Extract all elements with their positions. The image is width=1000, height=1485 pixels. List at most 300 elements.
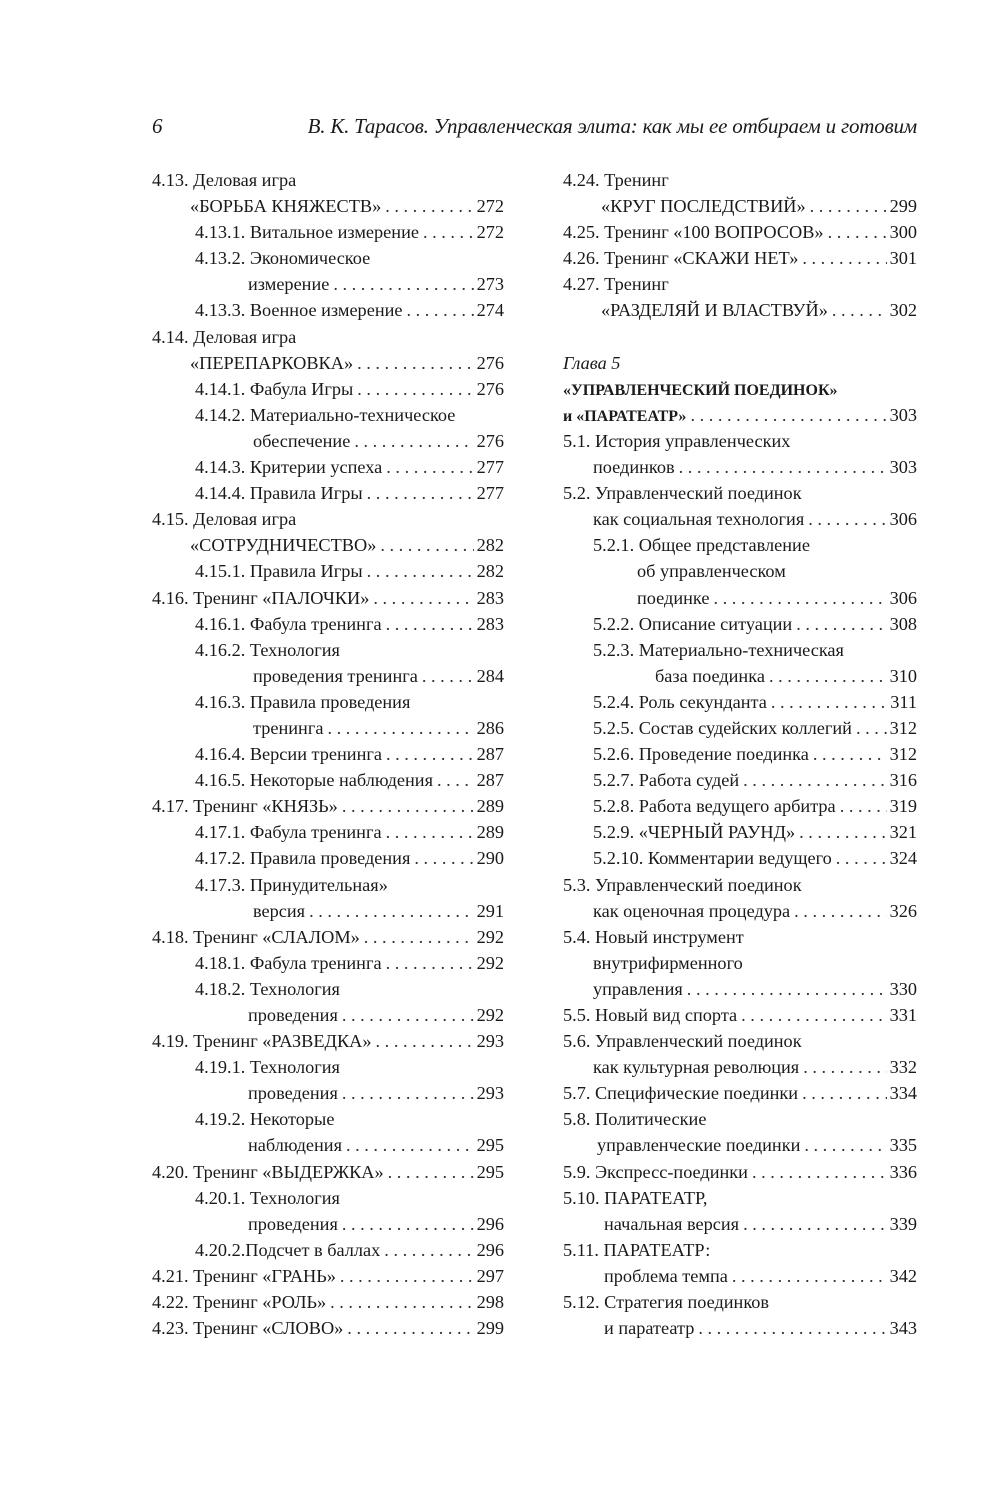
dot-leader (741, 1002, 886, 1028)
toc-entry (152, 819, 504, 845)
toc-entry-title: 5.12. Стратегия поединков (563, 1292, 770, 1313)
toc-entry (563, 1211, 917, 1237)
toc-entry (152, 219, 504, 245)
toc-page-number: 289 (476, 796, 504, 817)
dot-leader (813, 741, 887, 767)
toc-page-number: 326 (889, 900, 917, 921)
toc-entry (152, 767, 504, 793)
toc-page-number: 284 (476, 665, 504, 686)
toc-entry (563, 898, 917, 924)
toc-entry (152, 1315, 504, 1341)
toc-entry (563, 1002, 917, 1028)
toc-page-number: 297 (476, 1265, 504, 1286)
toc-entry-title: 5.11. ПАРАТЕАТР: (563, 1239, 711, 1260)
toc-entry-title: поединке (637, 587, 710, 608)
dot-leader (364, 924, 474, 950)
toc-entry-title: 4.17.3. Принудительная» (195, 874, 388, 895)
toc-entry-title: «УПРАВЛЕНЧЕСКИЙ ПОЕДИНОК» (563, 381, 838, 399)
toc-entry (152, 402, 504, 428)
toc-entry (563, 1263, 917, 1289)
toc-entry-title: как культурная революция (593, 1057, 800, 1078)
toc-entry-title: 4.13.1. Витальное измерение (195, 222, 419, 243)
toc-entry (563, 1185, 917, 1211)
dot-leader (346, 1132, 474, 1158)
toc-entry-title: 5.2.9. «ЧЕРНЫЙ РАУНД» (593, 822, 796, 843)
toc-page-number: 302 (889, 300, 917, 321)
toc-entry-title: 4.17.1. Фабула тренинга (195, 822, 382, 843)
dot-leader (354, 428, 473, 454)
toc-entry-title: 4.20. Тренинг «ВЫДЕРЖКА» (152, 1161, 384, 1182)
toc-entry-title: 5.2.4. Роль секунданта (593, 691, 767, 712)
toc-left-column (152, 167, 504, 1341)
toc-entry (152, 872, 504, 898)
toc-entry (152, 324, 504, 350)
toc-page-number: 272 (476, 222, 504, 243)
toc-entry-title: 4.16.3. Правила проведения (195, 691, 411, 712)
toc-page-number: 293 (476, 1083, 504, 1104)
toc-page-number: 324 (889, 848, 917, 869)
toc-page-number: 277 (476, 457, 504, 478)
toc-entry (563, 637, 917, 663)
toc-entry (563, 532, 917, 558)
toc-page-number: 292 (476, 926, 504, 947)
dot-leader (342, 1080, 474, 1106)
toc-entry (563, 1315, 917, 1341)
dot-leader (333, 271, 473, 297)
toc-entry (152, 1159, 504, 1185)
toc-entry (152, 741, 504, 767)
toc-entry-title: 4.13. Деловая игра (152, 170, 297, 190)
toc-page-number: 310 (889, 665, 917, 686)
dot-leader (357, 350, 473, 376)
toc-entry (152, 1263, 504, 1289)
toc-page-number: 292 (476, 952, 504, 973)
toc-entry-title: 4.14.2. Материально-техническое (195, 404, 456, 425)
dot-leader (437, 767, 474, 793)
toc-entry-title: «ПЕРЕПАРКОВКА» (190, 352, 354, 373)
toc-page-number: 289 (476, 822, 504, 843)
toc-page-number: 296 (476, 1213, 504, 1234)
toc-entry-title: 5.2.8. Работа ведущего арбитра (593, 796, 836, 817)
toc-page-number: 296 (476, 1239, 504, 1260)
toc-entry-title: обеспечение (253, 430, 351, 451)
toc-entry-title: 5.5. Новый вид спорта (563, 1005, 738, 1025)
toc-entry-title: 4.19. Тренинг «РАЗВЕДКА» (152, 1031, 372, 1052)
toc-entry-title: 5.8. Политические (563, 1109, 707, 1130)
dot-leader (803, 1054, 886, 1080)
toc-entry-title: как социальная технология (593, 509, 805, 530)
toc-entry-title: 4.19.1. Технология (195, 1057, 340, 1078)
toc-chapter-title (563, 376, 917, 402)
toc-entry-title: 4.17.2. Правила проведения (195, 848, 411, 869)
toc-entry-title: 5.2.3. Материально-техническая (593, 639, 844, 660)
dot-leader (330, 1289, 473, 1315)
toc-entry (563, 193, 917, 219)
toc-page-number: 286 (476, 717, 504, 738)
toc-entry-title: 4.14.1. Фабула Игры (195, 378, 354, 399)
toc-entry (152, 1211, 504, 1237)
toc-entry (152, 480, 504, 506)
dot-leader (679, 454, 887, 480)
toc-entry (563, 1237, 917, 1263)
toc-chapter-heading (563, 350, 917, 376)
dot-leader (367, 558, 474, 584)
toc-page-number: 308 (889, 613, 917, 634)
dot-leader (840, 793, 887, 819)
toc-entry (152, 193, 504, 219)
dot-leader (796, 611, 886, 637)
toc-entry-title: 5.1. История управленческих (563, 430, 791, 451)
toc-entry (563, 611, 917, 637)
dot-leader (769, 663, 887, 689)
toc-entry (563, 767, 917, 793)
dot-leader (794, 898, 886, 924)
toc-page-number: 283 (476, 587, 504, 608)
toc-entry-title: 4.25. Тренинг «100 ВОПРОСОВ» (563, 222, 824, 243)
dot-leader (804, 1132, 886, 1158)
toc-entry-title: 5.10. ПАРАТЕАТР, (563, 1187, 708, 1208)
toc-entry-title: 5.2.6. Проведение поединка (593, 744, 809, 765)
dot-leader (309, 898, 473, 924)
toc-entry-title: 5.2.1. Общее представление (593, 535, 810, 556)
toc-entry (152, 167, 504, 193)
dot-leader (327, 715, 473, 741)
dot-leader (414, 845, 473, 871)
toc-page-number: 321 (889, 822, 917, 843)
toc-entry (152, 1237, 504, 1263)
dot-leader (407, 297, 474, 323)
toc-page-number: 277 (476, 483, 504, 504)
toc-entry (563, 454, 917, 480)
toc-page-number: 293 (476, 1031, 504, 1052)
toc-page-number: 303 (889, 457, 917, 478)
toc-entry (152, 1106, 504, 1132)
toc-page-number: 299 (476, 1318, 504, 1339)
dot-leader (386, 819, 474, 845)
toc-entry-title: и паратеатр (604, 1318, 695, 1339)
toc-entry-title: 5.9. Экспресс-поединки (563, 1161, 748, 1182)
toc-entry (152, 297, 504, 323)
dot-leader (771, 689, 887, 715)
toc-page-number: 311 (890, 691, 917, 712)
toc-page-number: 303 (889, 404, 917, 425)
dot-leader (732, 1263, 887, 1289)
dot-leader (386, 611, 474, 637)
toc-entry-title: проблема темпа (604, 1265, 728, 1286)
toc-entry (563, 480, 917, 506)
dot-leader (687, 976, 887, 1002)
dot-leader (367, 480, 474, 506)
toc-entry (152, 663, 504, 689)
toc-entry (152, 950, 504, 976)
toc-entry-title: «БОРЬБА КНЯЖЕСТВ» (190, 196, 382, 217)
toc-entry (563, 663, 917, 689)
toc-entry-title: тренинга (253, 717, 324, 738)
dot-leader (810, 193, 887, 219)
toc-entry (152, 898, 504, 924)
toc-entry-title: проведения (248, 1083, 338, 1104)
toc-entry (563, 558, 917, 584)
toc-entry (563, 1028, 917, 1054)
toc-entry (563, 976, 917, 1002)
toc-entry (152, 845, 504, 871)
page-header (152, 114, 917, 144)
toc-page-number: 331 (889, 1005, 917, 1025)
toc-entry-title: 5.2.2. Описание ситуации (593, 613, 793, 634)
toc-entry-title: 4.17. Тренинг «КНЯЗЬ» (152, 796, 338, 817)
toc-entry (152, 1054, 504, 1080)
dot-leader (388, 1159, 474, 1185)
toc-page-number: 339 (889, 1213, 917, 1234)
toc-entry-title: 5.3. Управленческий поединок (563, 874, 802, 895)
dot-leader (832, 297, 887, 323)
toc-entry-title: база поединка (655, 665, 765, 686)
toc-entry-title: 5.2.7. Работа судей (593, 770, 740, 791)
toc-entry-title: 4.13.2. Экономическое (195, 248, 371, 269)
toc-entry (563, 872, 917, 898)
toc-page-number: 299 (889, 196, 917, 217)
toc-entry-title: 4.18.1. Фабула тренинга (195, 952, 382, 973)
dot-leader (386, 741, 474, 767)
dot-leader (423, 219, 474, 245)
toc-entry-title: Глава 5 (563, 352, 621, 373)
toc-entry (152, 245, 504, 271)
dot-leader (384, 1237, 473, 1263)
toc-entry (152, 715, 504, 741)
toc-entry-title: управления (593, 978, 683, 999)
toc-entry (563, 428, 917, 454)
dot-leader (373, 585, 473, 611)
toc-entry-title: 4.16.4. Версии тренинга (195, 744, 382, 765)
toc-entry (563, 950, 917, 976)
toc-entry-title: «РАЗДЕЛЯЙ И ВЛАСТВУЙ» (601, 300, 828, 321)
dot-leader (698, 1315, 886, 1341)
dot-leader (713, 585, 886, 611)
dot-leader (342, 793, 474, 819)
toc-entry-title: 4.13.3. Военное измерение (195, 300, 403, 321)
dot-leader (347, 1315, 473, 1341)
toc-entry (152, 1185, 504, 1211)
running-head: В. К. Тарасов. Управленческая элита: как мы ее отбираем и готовим (307, 114, 917, 138)
toc-entry (563, 924, 917, 950)
dot-leader (380, 532, 473, 558)
dot-leader (828, 219, 887, 245)
toc-entry (563, 271, 917, 297)
toc-entry-title: об управленческом (637, 561, 786, 582)
dot-leader (802, 1080, 887, 1106)
toc-entry (563, 167, 917, 193)
dot-leader (690, 402, 886, 428)
toc-entry (152, 271, 504, 297)
toc-page-number: 287 (476, 744, 504, 765)
toc-page-number: 336 (889, 1161, 917, 1182)
toc-entry-title: «КРУГ ПОСЛЕДСТВИЙ» (601, 196, 806, 217)
dot-leader (342, 1211, 474, 1237)
toc-spacer (563, 324, 917, 350)
toc-entry (563, 1080, 917, 1106)
toc-page-number: 295 (476, 1161, 504, 1182)
toc-page-number: 332 (889, 1057, 917, 1078)
toc-entry-title: 4.19.2. Некоторые (195, 1109, 335, 1130)
toc-page-number: 312 (889, 717, 917, 738)
toc-entry (563, 689, 917, 715)
toc-page-number: 282 (476, 535, 504, 556)
toc-entry-title: проведения тренинга (253, 665, 418, 686)
toc-entry-title: 5.4. Новый инструмент (563, 926, 744, 947)
toc-page-number: 276 (476, 378, 504, 399)
toc-right-column (563, 167, 917, 1341)
toc-entry-title: 4.18. Тренинг «СЛАЛОМ» (152, 926, 360, 947)
toc-entry-title: 5.2.5. Состав судейских коллегий (593, 717, 852, 738)
toc-entry (563, 1106, 917, 1132)
toc-entry-title: «СОТРУДНИЧЕСТВО» (190, 535, 377, 556)
toc-entry (152, 976, 504, 1002)
toc-entry-title: проведения (248, 1213, 338, 1234)
toc-entry-title: 4.16.2. Технология (195, 639, 340, 660)
toc-entry-title: 5.7. Специфические поединки (563, 1083, 799, 1104)
toc-entry-title: 4.16.5. Некоторые наблюдения (195, 770, 433, 791)
toc-page-number: 287 (476, 770, 504, 791)
toc-entry (152, 1028, 504, 1054)
toc-entry (152, 1132, 504, 1158)
toc-page-number: 330 (889, 978, 917, 999)
toc-entry (563, 715, 917, 741)
dot-leader (856, 715, 887, 741)
toc-page-number: 342 (889, 1265, 917, 1286)
toc-entry (563, 245, 917, 271)
toc-page-number: 274 (476, 300, 504, 321)
toc-entry (563, 585, 917, 611)
toc-entry (152, 637, 504, 663)
toc-entry-title: 5.6. Управленческий поединок (563, 1031, 802, 1052)
toc-entry (152, 532, 504, 558)
toc-entry (563, 1054, 917, 1080)
page-number: 6 (152, 114, 163, 138)
dot-leader (357, 376, 473, 402)
dot-leader (385, 193, 473, 219)
toc-page-number: 306 (889, 587, 917, 608)
toc-entry-title: наблюдения (248, 1135, 342, 1156)
toc-entry (563, 1159, 917, 1185)
toc-entry (152, 558, 504, 584)
toc-entry (152, 428, 504, 454)
toc-page-number: 276 (476, 430, 504, 451)
toc-entry (152, 924, 504, 950)
toc-entry (152, 689, 504, 715)
toc-entry (152, 1289, 504, 1315)
toc-entry-title: 4.14.4. Правила Игры (195, 483, 363, 504)
toc-entry-title: 4.14. Деловая игра (152, 326, 297, 347)
toc-entry (563, 793, 917, 819)
toc-page-number: 283 (476, 613, 504, 634)
toc-entry-title: внутрифирменного (593, 952, 743, 973)
toc-entry-title: поединков (593, 457, 675, 478)
toc-entry-title: 4.26. Тренинг «СКАЖИ НЕТ» (563, 248, 799, 269)
dot-leader (340, 1263, 474, 1289)
toc-page-number: 343 (889, 1318, 917, 1339)
toc-entry-title: 4.23. Тренинг «СЛОВО» (152, 1318, 344, 1339)
toc-entry-title: 4.20.2.Подсчет в баллах (195, 1239, 381, 1260)
toc-page-number: 291 (476, 900, 504, 921)
toc-entry-title: 5.2. Управленческий поединок (563, 483, 802, 504)
dot-leader (743, 1211, 887, 1237)
toc-page-number: 306 (889, 509, 917, 530)
toc-entry-title: 4.18.2. Технология (195, 978, 340, 999)
toc-entry (563, 506, 917, 532)
toc-entry-title: 4.20.1. Технология (195, 1187, 340, 1208)
dot-leader (799, 819, 886, 845)
toc-entry-title: 4.15.1. Правила Игры (195, 561, 363, 582)
toc-page-number: 276 (476, 352, 504, 373)
toc-entry (563, 1132, 917, 1158)
toc-page-number: 335 (889, 1135, 917, 1156)
toc-entry (563, 297, 917, 323)
toc-page-number: 334 (889, 1083, 917, 1104)
toc-entry (563, 845, 917, 871)
dot-leader (422, 663, 474, 689)
toc-entry (152, 611, 504, 637)
toc-entry (152, 1080, 504, 1106)
toc-page-number: 282 (476, 561, 504, 582)
toc-page-number: 300 (889, 222, 917, 243)
toc-page-number: 312 (889, 744, 917, 765)
dot-leader (386, 454, 473, 480)
toc-entry-title: 5.2.10. Комментарии ведущего (593, 848, 832, 869)
dot-leader (802, 245, 886, 271)
toc-entry-title: как оценочная процедура (593, 900, 791, 921)
toc-entry (563, 219, 917, 245)
toc-page-number: 290 (476, 848, 504, 869)
dot-leader (386, 950, 474, 976)
toc-entry (563, 1289, 917, 1315)
toc-entry-title: 4.27. Тренинг (563, 274, 669, 295)
toc-entry-title: 4.15. Деловая игра (152, 509, 297, 530)
toc-entry-title: измерение (248, 274, 330, 295)
toc-entry (152, 585, 504, 611)
toc-entry (152, 506, 504, 532)
toc-chapter-title (563, 402, 917, 428)
toc-entry-title: управленческие поединки (597, 1135, 801, 1156)
dot-leader (836, 845, 887, 871)
toc-entry-title: версия (253, 900, 306, 921)
toc-page-number: 298 (476, 1292, 504, 1313)
toc-entry-title: проведения (248, 1005, 338, 1025)
toc-entry-title: 4.22. Тренинг «РОЛЬ» (152, 1292, 327, 1313)
toc-entry-title: 4.24. Тренинг (563, 170, 669, 190)
toc-entry (152, 454, 504, 480)
toc-page-number: 295 (476, 1135, 504, 1156)
toc-entry (152, 350, 504, 376)
toc-entry (152, 793, 504, 819)
toc-page-number: 316 (889, 770, 917, 791)
dot-leader (743, 767, 886, 793)
toc-page-number: 272 (476, 196, 504, 217)
toc-entry-title: 4.16.1. Фабула тренинга (195, 613, 382, 634)
toc-entry-title: 4.14.3. Критерии успеха (195, 457, 383, 478)
dot-leader (808, 506, 886, 532)
dot-leader (342, 1002, 474, 1028)
toc-entry-title: 4.21. Тренинг «ГРАНЬ» (152, 1265, 336, 1286)
toc-page-number: 301 (889, 248, 917, 269)
dot-leader (376, 1028, 474, 1054)
toc-page-number: 319 (889, 796, 917, 817)
toc-entry (152, 376, 504, 402)
toc-entry-title: 4.16. Тренинг «ПАЛОЧКИ» (152, 587, 370, 608)
toc-entry (563, 741, 917, 767)
toc-entry (152, 1002, 504, 1028)
dot-leader (752, 1159, 887, 1185)
toc-entry-title: начальная версия (604, 1213, 740, 1234)
